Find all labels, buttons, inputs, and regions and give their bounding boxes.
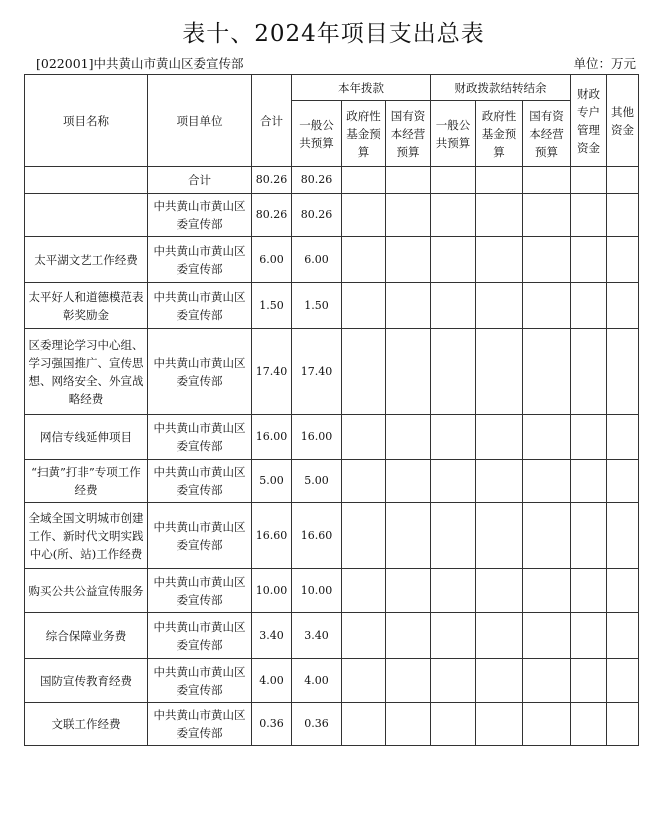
cell-empty [523, 237, 571, 283]
cell-empty [476, 613, 523, 659]
cell-empty [607, 460, 639, 503]
cell-unit: 中共黄山市黄山区委宣传部 [148, 569, 252, 613]
cell-empty [431, 237, 476, 283]
cell-empty [342, 283, 386, 329]
cell-name: 全域全国文明城市创建工作、新时代文明实践中心(所、站)工作经费 [25, 503, 148, 569]
table-row [25, 194, 639, 237]
cell-total: 1.50 [252, 283, 292, 329]
table-row [25, 167, 639, 194]
cell-empty [342, 329, 386, 415]
cell-total: 17.40 [252, 329, 292, 415]
cell-name: 文联工作经费 [25, 703, 148, 746]
cell-empty [386, 415, 431, 460]
cell-unit: 中共黄山市黄山区委宣传部 [148, 194, 252, 237]
table-row [25, 569, 639, 613]
cell-empty [342, 194, 386, 237]
cell-empty [342, 613, 386, 659]
header-gov-fund: 政府性基金预算 [342, 101, 386, 167]
cell-total: 80.26 [252, 167, 292, 194]
cell-empty [476, 237, 523, 283]
cell-total: 16.00 [252, 415, 292, 460]
cell-empty [523, 659, 571, 703]
table-row [25, 460, 639, 503]
header-carryover: 财政拨款结转结余 [431, 75, 571, 101]
header-total: 合计 [252, 75, 292, 167]
cell-name: “扫黄”打非”专项工作经费 [25, 460, 148, 503]
cell-empty [607, 503, 639, 569]
cell-empty [431, 194, 476, 237]
cell-empty [571, 167, 607, 194]
cell-empty [431, 703, 476, 746]
cell-empty [571, 237, 607, 283]
cell-empty [607, 569, 639, 613]
cell-unit: 中共黄山市黄山区委宣传部 [148, 460, 252, 503]
header-current-year: 本年拨款 [292, 75, 431, 101]
cell-total: 5.00 [252, 460, 292, 503]
cell-empty [571, 613, 607, 659]
cell-empty [431, 659, 476, 703]
cell-empty [342, 569, 386, 613]
cell-empty [386, 194, 431, 237]
cell-name: 太平好人和道德模范表彰奖励金 [25, 283, 148, 329]
cell-empty [607, 703, 639, 746]
page-title: 表十、2024年项目支出总表 [182, 21, 485, 47]
cell-empty [342, 703, 386, 746]
cell-general: 0.36 [292, 703, 342, 746]
cell-empty [476, 703, 523, 746]
cell-empty [523, 460, 571, 503]
cell-empty [431, 569, 476, 613]
cell-empty [342, 503, 386, 569]
cell-unit: 中共黄山市黄山区委宣传部 [148, 613, 252, 659]
cell-empty [342, 237, 386, 283]
cell-name: 购买公共公益宣传服务 [25, 569, 148, 613]
header-project-name: 项目名称 [25, 75, 148, 167]
cell-empty [476, 659, 523, 703]
cell-empty [386, 569, 431, 613]
cell-empty [571, 194, 607, 237]
organization-label: [022001]中共黄山市黄山区委宣传部 [36, 56, 244, 71]
table-subheader [36, 54, 636, 74]
cell-empty [571, 329, 607, 415]
cell-empty [386, 503, 431, 569]
cell-empty [342, 460, 386, 503]
cell-name: 太平湖文艺工作经费 [25, 237, 148, 283]
cell-empty [523, 415, 571, 460]
header-project-unit: 项目单位 [148, 75, 252, 167]
project-expenditure-table [24, 74, 639, 746]
cell-empty [523, 569, 571, 613]
cell-empty [476, 415, 523, 460]
header-other: 其他资金 [607, 75, 639, 167]
cell-general: 17.40 [292, 329, 342, 415]
cell-empty [342, 167, 386, 194]
cell-empty [523, 329, 571, 415]
table-row [25, 415, 639, 460]
unit-label: 单位：万元 [573, 56, 636, 71]
cell-unit: 中共黄山市黄山区委宣传部 [148, 237, 252, 283]
cell-unit: 中共黄山市黄山区委宣传部 [148, 703, 252, 746]
cell-name [25, 167, 148, 194]
cell-unit: 中共黄山市黄山区委宣传部 [148, 283, 252, 329]
cell-empty [523, 194, 571, 237]
header-co-gov-fund: 政府性基金预算 [476, 101, 523, 167]
table-row [25, 283, 639, 329]
cell-empty [571, 415, 607, 460]
cell-general: 3.40 [292, 613, 342, 659]
cell-empty [523, 613, 571, 659]
cell-empty [607, 237, 639, 283]
cell-name [25, 194, 148, 237]
cell-total: 4.00 [252, 659, 292, 703]
cell-empty [607, 194, 639, 237]
cell-general: 16.00 [292, 415, 342, 460]
cell-empty [386, 460, 431, 503]
cell-name: 国防宣传教育经费 [25, 659, 148, 703]
cell-empty [431, 613, 476, 659]
cell-empty [386, 167, 431, 194]
cell-empty [386, 237, 431, 283]
cell-empty [386, 659, 431, 703]
table-row [25, 329, 639, 415]
cell-empty [476, 569, 523, 613]
cell-empty [607, 283, 639, 329]
cell-total: 16.60 [252, 503, 292, 569]
header-co-state-capital: 国有资本经营预算 [523, 101, 571, 167]
cell-empty [386, 283, 431, 329]
cell-total: 10.00 [252, 569, 292, 613]
cell-unit: 中共黄山市黄山区委宣传部 [148, 659, 252, 703]
table-row [25, 703, 639, 746]
cell-empty [476, 503, 523, 569]
table-row [25, 503, 639, 569]
cell-empty [571, 283, 607, 329]
cell-empty [431, 283, 476, 329]
cell-general: 1.50 [292, 283, 342, 329]
cell-empty [571, 703, 607, 746]
cell-unit: 中共黄山市黄山区委宣传部 [148, 415, 252, 460]
header-co-general-budget: 一般公共预算 [431, 101, 476, 167]
cell-empty [476, 167, 523, 194]
cell-unit: 中共黄山市黄山区委宣传部 [148, 329, 252, 415]
cell-general: 80.26 [292, 194, 342, 237]
cell-general: 80.26 [292, 167, 342, 194]
cell-empty [607, 415, 639, 460]
header-special-fund: 财政专户管理资金 [571, 75, 607, 167]
cell-empty [431, 415, 476, 460]
cell-general: 16.60 [292, 503, 342, 569]
cell-empty [571, 503, 607, 569]
cell-unit: 中共黄山市黄山区委宣传部 [148, 503, 252, 569]
cell-empty [523, 283, 571, 329]
table-row [25, 659, 639, 703]
cell-empty [342, 415, 386, 460]
cell-name: 区委理论学习中心组、学习强国推广、宣传思想、网络安全、外宣战略经费 [25, 329, 148, 415]
cell-empty [431, 460, 476, 503]
cell-empty [431, 503, 476, 569]
cell-empty [607, 329, 639, 415]
cell-empty [476, 283, 523, 329]
cell-empty [607, 613, 639, 659]
cell-empty [571, 659, 607, 703]
cell-empty [523, 167, 571, 194]
header-state-capital: 国有资本经营预算 [386, 101, 431, 167]
cell-name: 网信专线延伸项目 [25, 415, 148, 460]
cell-empty [476, 329, 523, 415]
cell-empty [476, 460, 523, 503]
cell-total: 0.36 [252, 703, 292, 746]
cell-general: 5.00 [292, 460, 342, 503]
cell-empty [431, 167, 476, 194]
cell-empty [476, 194, 523, 237]
cell-total: 3.40 [252, 613, 292, 659]
cell-name: 综合保障业务费 [25, 613, 148, 659]
cell-empty [571, 569, 607, 613]
cell-empty [386, 613, 431, 659]
cell-total: 6.00 [252, 237, 292, 283]
cell-general: 6.00 [292, 237, 342, 283]
table-row [25, 237, 639, 283]
cell-general: 4.00 [292, 659, 342, 703]
cell-empty [571, 460, 607, 503]
cell-empty [431, 329, 476, 415]
cell-empty [386, 329, 431, 415]
cell-empty [523, 503, 571, 569]
cell-empty [607, 167, 639, 194]
cell-empty [523, 703, 571, 746]
cell-empty [607, 659, 639, 703]
cell-total: 80.26 [252, 194, 292, 237]
cell-unit: 合计 [148, 167, 252, 194]
header-general-budget: 一般公共预算 [292, 101, 342, 167]
cell-empty [386, 703, 431, 746]
cell-general: 10.00 [292, 569, 342, 613]
table-row [25, 613, 639, 659]
cell-empty [342, 659, 386, 703]
